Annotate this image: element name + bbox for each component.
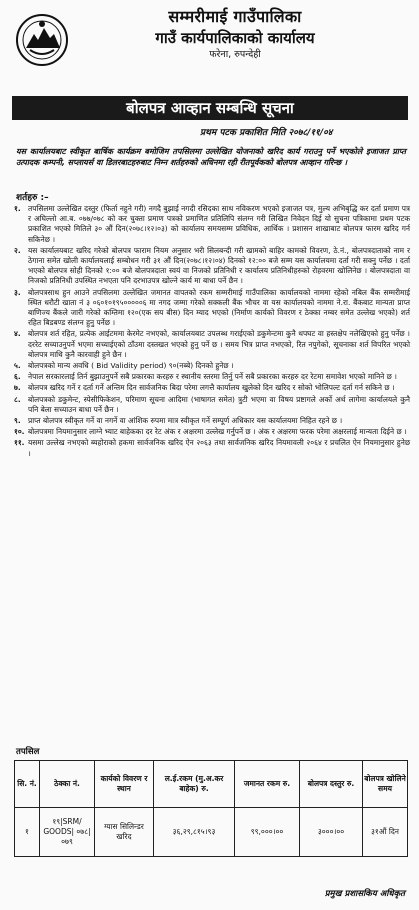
tender-schedule-table [14, 760, 408, 857]
term-number: ९. [14, 416, 21, 426]
cell-opening-time: ३१औं दिन [363, 808, 408, 857]
intro-paragraph: यस कार्यालयबाट स्वीकृत बार्षिक कार्यक्रम बमोजिम तपसिलमा उल्लेखित योजनाको खरिद कार्य गराउनु पर्ने भएकोले इजाजत प्राप्त उत्पादक कम्पनी, सप्लायर्स वा डिलरबाटहरुबाट निम्न शर्तहरुको अधिनमा रही रीतपूर्वकको बोलपत्र आव्हान गरिन्छ । [16, 147, 406, 167]
term-item [14, 395, 410, 415]
office-header [70, 6, 400, 62]
term-text: बोलपत्रको डकुमेन्ट, स्पेसीफिकेशन, परिमाण सूचना आदिमा (भाषागत समेत) त्रुटी भएमा वा विषय प्रष्टागले अर्को अर्थ लागेमा कार्यालयले कुनै पनि बेला सच्याउन बाधा पर्ने छैन । [28, 394, 410, 414]
term-text: बोलपत्रसाथ हुन आउने तपसिलमा उल्लेखित जमानत वापतको रकम सम्मरीमाई गाउँपालिका कार्यालयको नाममा रहेको नबिल बैंक सम्मरीमाई स्थित धरौटी खाता नं ३ ०६०१०१९५०००००६ मा नगद जम्मा गरेको सक्कली बैंक भौचर वा यस कार्यालयको नाममा ने.रा. बैंकबाट मान्यता प्राप्त बाणिज्य बैंकले जारी गरेको कम्तिमा १२०(एक सय बीस) दिन म्याद भएको (निर्माण कार्यको विवरण र ठेक्का नम्बर समेत उल्लेख भएको) शर्त रहित बिडबण्ड संलग्न हुनु पर्नेछ । [28, 287, 410, 328]
col-work-description: कार्यको विवरण र स्थान [95, 761, 154, 808]
term-number: ६. [14, 372, 21, 382]
term-item [14, 427, 410, 437]
term-item [14, 416, 410, 426]
cell-serial: १ [15, 808, 40, 857]
term-text: तपसिलमा उल्लेखित दस्तुर (फिर्ता नहुने गरी) नगदै बुझाई नगदी रसिदका साथ नविकरण भएको इजाजत पत्र, मुल्य अभिबृद्धि कर दर्ता प्रमाण पत्र र अघिल्लो आ.ब. ०७७/०७८ को कर चुक्ता प्रमाण पत्रको प्रमाणित प्रतिलिपि संलग्न गरी लिखित निवेदन दिई यो सुचना पत्रिकामा प्रथम पटक प्रकाशित भएको मितिले ३० औं दिन(२०७८।१२।०३) को कार्यालय समयसम्म प्रविधिक, आर्थिक । प्रशासन शाखाबाट बोलपत्र फारम खरिद गर्न सकिनेछ । [28, 204, 410, 244]
col-opening-time: बोलपत्र खोलिने समय [363, 761, 408, 808]
term-text: प्राप्त बोलपत्र स्वीकृत गर्ने वा नगर्ने वा आंशिक रुपमा मात्र स्वीकृत गर्ने सम्पूर्ण अधिकार यस कार्यालयमा निहित रहने छ । [28, 416, 343, 426]
term-text: यसमा उल्लेख नभएको ब्यहोराको हकमा सार्वजनिक खरिद ऐन २०६३ तथा सार्वजनिक खरिद नियमावली २०६४ र प्रचलित ऐन नियमानुसार हुनेछ । [28, 438, 410, 458]
term-item [14, 329, 410, 360]
term-number: २. [14, 245, 21, 255]
terms-list [14, 204, 410, 460]
cell-work-description: ग्यास सिलिन्डर खरिद [95, 808, 154, 857]
cell-bid-security: ९९,०००।०० [235, 808, 300, 857]
term-item [14, 438, 410, 458]
col-bid-security: जमानत रकम रु. [235, 761, 300, 808]
term-number: ११. [14, 438, 25, 448]
office-name: गाउँ कार्यपालिकाको कार्यालय [155, 29, 315, 47]
cell-cost-estimate: ३६,२९,८१५।९३ [154, 808, 235, 857]
table-header-row [15, 761, 408, 808]
table-row [15, 808, 408, 857]
term-number: ५. [14, 361, 21, 371]
municipality-name: सम्मरीमाई गाउँपालिका [168, 7, 302, 26]
col-contract-no: ठेक्का नं. [40, 761, 95, 808]
publication-date: प्रथम पटक प्रकाशित मिति २०७८/११/०४ [200, 128, 333, 138]
cell-contract-no: १९|SRM/ GOODS| ०७८|०७९ [40, 808, 95, 857]
col-cost-estimate: ल.ई.रकम (मु.अ.कर बाहेक) रु. [154, 761, 235, 808]
term-text: बोलपत्र शर्त रहित, प्रत्येक आईटममा केरमेट नभएको, कार्यालयबाट उपलब्ध गराईएको डकुमेन्टमा कुनै थपघट वा हस्तक्षेप नलेखिएको हुनु पर्नेछ । दररेट सच्याउनुपर्ने भएमा सच्याईएको ठाँउमा दस्तखत भएको हुनु पर्ने छ । समय भित्र प्राप्त नभएको, रित नपुगेको, सूचनाका शर्त विपरित भएको बोलपत्र माथि कुनै कारवाही हुने छैन । [28, 329, 410, 359]
term-number: ७. [14, 383, 21, 393]
term-item [14, 383, 410, 393]
term-item [14, 204, 410, 245]
nepal-emblem-icon [16, 14, 68, 66]
office-address: फरेना, रुपन्देही [209, 49, 261, 60]
col-bid-fee: बोलपत्र दस्तुर रु. [300, 761, 363, 808]
term-item [14, 372, 410, 382]
term-number: ४. [14, 329, 21, 339]
term-number: ८. [14, 394, 21, 404]
term-item [14, 361, 410, 371]
term-number: १०. [14, 427, 25, 437]
term-text: बोलपत्रमा नियमानुसार लाग्ने भ्याट बाहेकका दर रेट अंक र अक्षरमा उल्लेख गर्नुपर्ने छ । अंक र अक्षरमा फरक परेमा अक्षरलाई मान्यता दिईने छ । [28, 427, 407, 437]
term-text: नेपाल सरकारलाई तिर्न बुझाउनुपर्ने सबै प्रकारका करहरु र स्थानीय स्तरमा तिर्नु पर्ने सबै प्रकारका करहरु दर रेटमा समावेश भएको मानिने छ । [28, 372, 397, 382]
schedule-heading: तपसिल [16, 747, 40, 757]
notice-title: बोलपत्र आव्हान सम्बन्धि सूचना [12, 96, 408, 120]
col-serial: सि. नं. [15, 761, 40, 808]
signatory-title: प्रमुख प्रशासकिय अधिकृत [324, 889, 405, 899]
term-number: १. [14, 204, 21, 213]
term-item [14, 246, 410, 287]
terms-heading: शर्तहरु :– [16, 193, 49, 203]
term-text: यस कार्यालयबाट खरिद गरेको बोलपत्र फाराम नियम अनुसार भरी सिलबन्दी गरी खामको बाहिर कामको विवरण, ठे.नं., बोलपत्रदाताको नाम र ठेगाना समेत खोली कार्यालयलाई सम्बोधन गरी ३१ औं दिन(२०७८।१२।०४) दिनको १२:०० बजे सम्म यस कार्यालयमा दर्ता गरी सक्नु पर्नेछ । दर्ता भएको बोलपत्र सोही दिनको १:०० बजे बोलपत्रदाता स्वयं वा निजको प्रतिनिधी र कार्यालय प्रतिनिधीहरुको रोहवरमा खोलिनेछ । बोलपत्रदाता वा निजको प्रतिनिधी उपस्थित नभएता पनि दरभाउपत्र खोल्ने कार्य मा बाधा पर्ने छैन । [28, 245, 410, 286]
term-text: बोलपत्र खरिद गर्ने र दर्ता गर्ने अन्तिम दिन सार्वजनिक बिदा परेमा लगत्तै कार्यालय खुलेको दिन खरिद र सोको भोलिपल्ट दर्ता गर्न सकिने छ । [28, 383, 395, 393]
term-text: बोलपत्रको मान्य अवधि ( Bid Validity period) ९०(नब्बे) दिनको हुनेछ । [28, 361, 234, 371]
cell-bid-fee: ३०००।०० [300, 808, 363, 857]
term-number: ३. [14, 287, 21, 297]
term-item [14, 288, 410, 329]
